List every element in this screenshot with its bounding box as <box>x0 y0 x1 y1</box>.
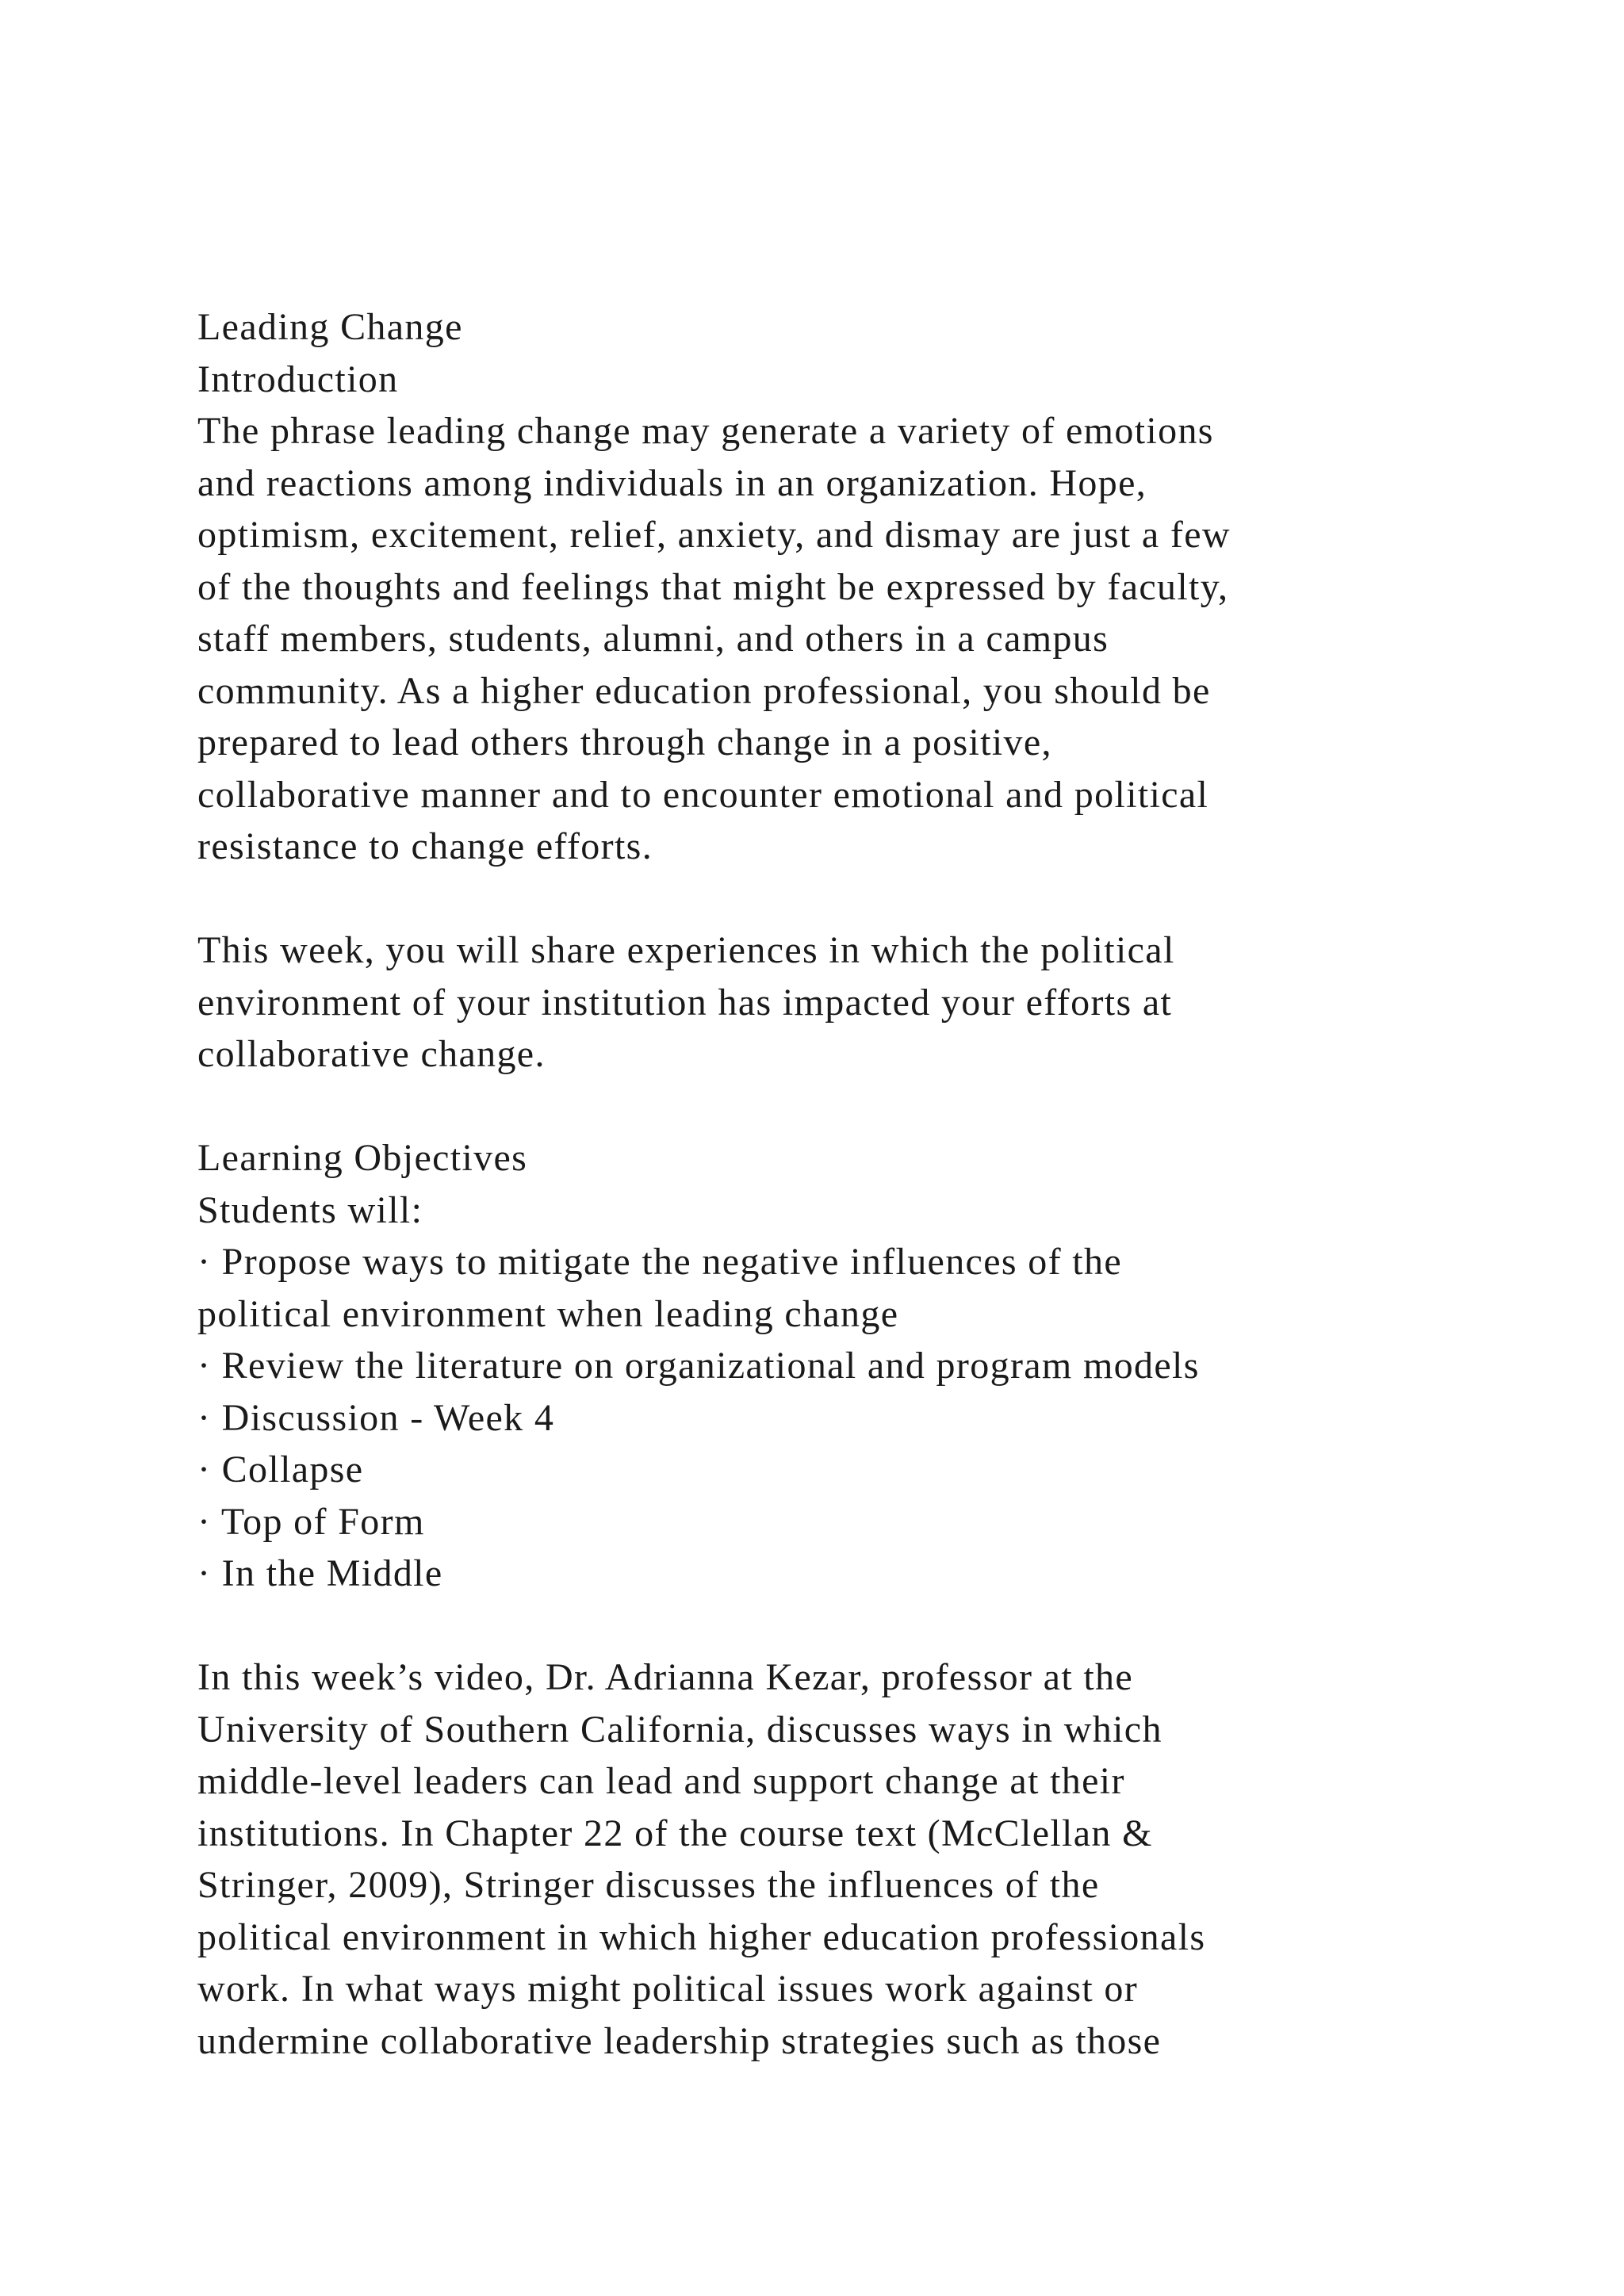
introduction-heading: Introduction <box>197 358 399 400</box>
list-item: · Review the literature on organizational and program models <box>197 1345 1200 1387</box>
paragraph-line: The phrase leading change may generate a variety of emotions <box>197 410 1214 452</box>
week-paragraph <box>197 924 1498 1081</box>
paragraph-spacer <box>197 873 1498 925</box>
document-title: Leading Change <box>197 306 463 348</box>
paragraph-line: optimism, excitement, relief, anxiety, and dismay are just a few <box>197 514 1231 556</box>
learning-objectives-heading: Learning Objectives <box>197 1137 528 1179</box>
paragraph-line: and reactions among individuals in an organization. Hope, <box>197 461 1147 504</box>
paragraph-line: collaborative change. <box>197 1033 546 1075</box>
list-item-continuation: political environment when leading change <box>197 1292 899 1335</box>
list-item: · Discussion - Week 4 <box>197 1396 555 1439</box>
paragraph-line: community. As a higher education professional, you should be <box>197 669 1211 712</box>
paragraph-line: In this week’s video, Dr. Adrianna Kezar, professor at the <box>197 1656 1134 1698</box>
list-item: · In the Middle <box>197 1552 443 1594</box>
paragraph-line: prepared to lead others through change in a positive, <box>197 721 1052 763</box>
paragraph-line: Stringer, 2009), Stringer discusses the influences of the <box>197 1864 1100 1906</box>
paragraph-line: University of Southern California, discusses ways in which <box>197 1708 1162 1751</box>
paragraph-line: middle-level leaders can lead and support change at their <box>197 1760 1125 1802</box>
paragraph-line: undermine collaborative leadership strategies such as those <box>197 2019 1162 2062</box>
paragraph-line: This week, you will share experiences in which the political <box>197 929 1175 971</box>
paragraph-line: institutions. In Chapter 22 of the course text (McClellan & <box>197 1812 1153 1854</box>
paragraph-line: of the thoughts and feelings that might be expressed by faculty, <box>197 565 1229 608</box>
video-paragraph <box>197 1651 1498 2067</box>
paragraph-line: collaborative manner and to encounter emotional and political <box>197 773 1209 816</box>
list-item: · Propose ways to mitigate the negative influences of the <box>197 1241 1122 1283</box>
paragraph-line: resistance to change efforts. <box>197 825 653 867</box>
students-will-label: Students will: <box>197 1188 423 1231</box>
paragraph-line: work. In what ways might political issues work against or <box>197 1968 1139 2010</box>
paragraph-spacer <box>197 1081 1498 1133</box>
list-item: · Top of Form <box>197 1500 425 1543</box>
objectives-list <box>197 1236 1498 1600</box>
document-body <box>197 301 1498 2067</box>
list-item: · Collapse <box>197 1448 364 1490</box>
introduction-paragraph <box>197 405 1498 873</box>
paragraph-line: staff members, students, alumni, and others in a campus <box>197 618 1109 660</box>
paragraph-line: environment of your institution has impacted your efforts at <box>197 981 1173 1024</box>
paragraph-line: political environment in which higher education professionals <box>197 1915 1206 1958</box>
paragraph-spacer <box>197 1600 1498 1652</box>
